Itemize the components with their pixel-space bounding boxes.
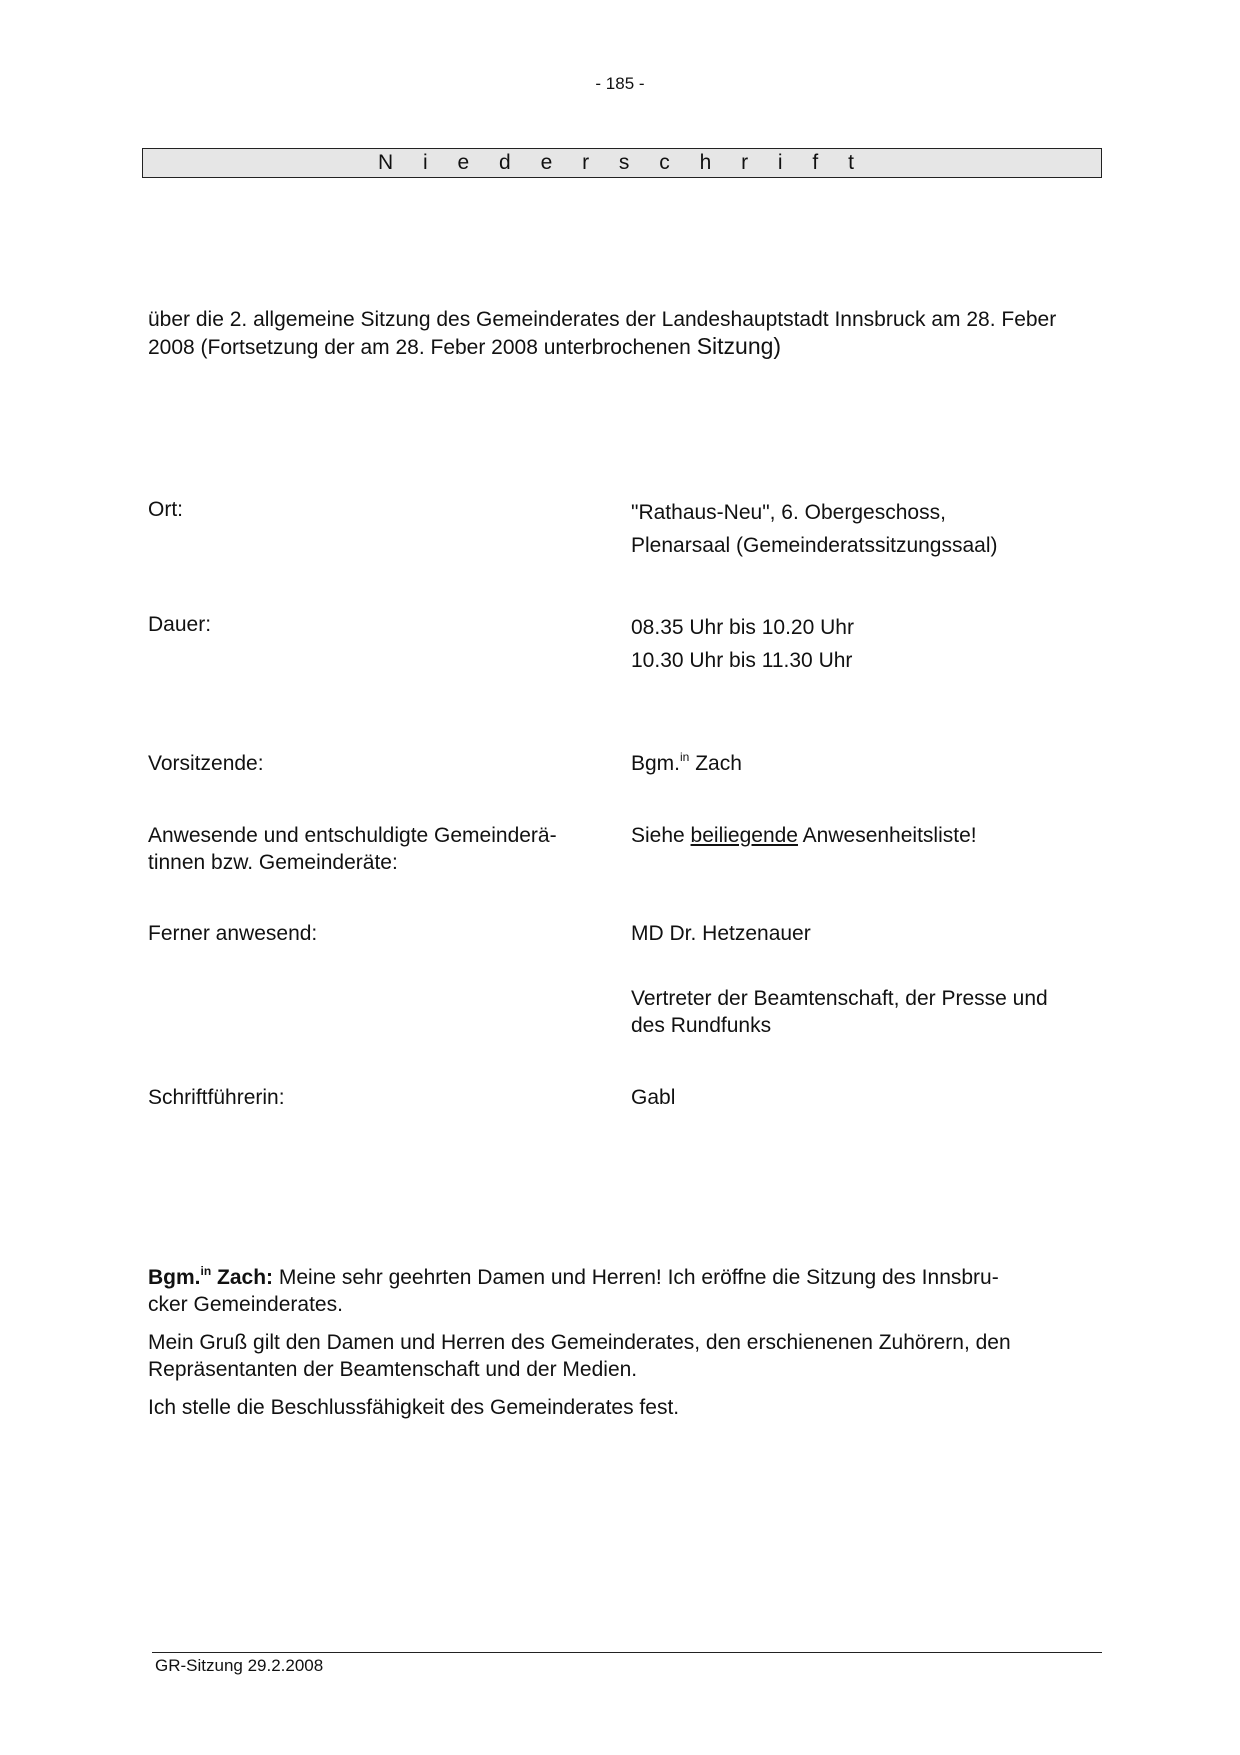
field-dauer-value [631, 611, 1111, 677]
field-ferner-extra-line2: des Rundfunks [631, 1014, 772, 1037]
field-dauer-line2: 10.30 Uhr bis 11.30 Uhr [631, 649, 853, 672]
vorsitzende-name: Zach [689, 752, 742, 775]
vorsitzende-title-sup: in [680, 750, 690, 764]
speech-paragraph-3: Ich stelle die Beschlussfähigkeit des Gemeinderates fest. [148, 1396, 680, 1419]
speaker-label [148, 1266, 273, 1289]
field-dauer-line1: 08.35 Uhr bis 10.20 Uhr [631, 616, 854, 639]
document-title: N i e d e r s c h r i f t [142, 148, 1102, 178]
footer-divider [152, 1652, 1102, 1653]
field-dauer-label: Dauer: [148, 613, 212, 636]
speech-block [148, 1264, 1108, 1432]
field-ort-line1: "Rathaus-Neu", 6. Obergeschoss, [631, 501, 946, 524]
field-anwesende-value [631, 822, 1111, 849]
field-anwesende-label [148, 822, 608, 876]
intro-paragraph [148, 306, 1108, 361]
speech-p2-line2: Repräsentanten der Beamtenschaft und der Medien. [148, 1358, 638, 1381]
anwesende-underlined: beiliegende [690, 824, 798, 847]
speaker-title-sup: in [200, 1264, 212, 1278]
anwesende-prefix: Siehe [631, 824, 691, 847]
speech-p1-line1: Meine sehr geehrten Damen und Herren! Ich eröffne die Sitzung des Innsbru- [273, 1266, 999, 1289]
vorsitzende-title: Bgm. [631, 752, 681, 775]
speech-paragraph-1 [148, 1264, 1108, 1318]
field-anwesende-label-line1: Anwesende und entschuldigte Gemeinderä- [148, 824, 557, 847]
page-number: - 185 - [595, 74, 645, 93]
intro-text-end: Sitzung) [696, 333, 782, 359]
field-anwesende-label-line2: tinnen bzw. Gemeinderäte: [148, 851, 398, 874]
footer-text: GR-Sitzung 29.2.2008 [155, 1656, 324, 1675]
field-schrift-label: Schriftführerin: [148, 1086, 285, 1109]
intro-text: über die 2. allgemeine Sitzung des Gemeinderates der Landeshauptstadt Innsbruck am 28. Feber 2008 (Fortsetzung der am 28. Feber 2008 unterbrochenen [148, 308, 1057, 359]
field-vorsitzende-value [631, 750, 1111, 777]
field-schrift-line1: Gabl [631, 1086, 676, 1109]
speech-paragraph-2 [148, 1329, 1108, 1383]
speaker-title: Bgm. [148, 1266, 201, 1289]
field-ort-value [631, 496, 1111, 562]
anwesende-suffix: Anwesenheitsliste! [797, 824, 977, 847]
field-ort-label: Ort: [148, 498, 183, 521]
speaker-name: Zach: [211, 1266, 274, 1289]
field-ferner-value [631, 920, 1111, 947]
field-ort-line2: Plenarsaal (Gemeinderatssitzungssaal) [631, 534, 998, 557]
speech-p2-line1: Mein Gruß gilt den Damen und Herren des Gemeinderates, den erschienenen Zuhörern, den [148, 1331, 1011, 1354]
field-ferner-label: Ferner anwesend: [148, 922, 318, 945]
field-ferner-extra-line1: Vertreter der Beamtenschaft, der Presse und [631, 987, 1048, 1010]
field-ferner-extra-value [631, 985, 1111, 1039]
field-schrift-value [631, 1084, 1111, 1111]
speech-p1-line2: cker Gemeinderates. [148, 1293, 343, 1316]
field-ferner-line1: MD Dr. Hetzenauer [631, 922, 811, 945]
field-vorsitzende-label: Vorsitzende: [148, 752, 264, 775]
